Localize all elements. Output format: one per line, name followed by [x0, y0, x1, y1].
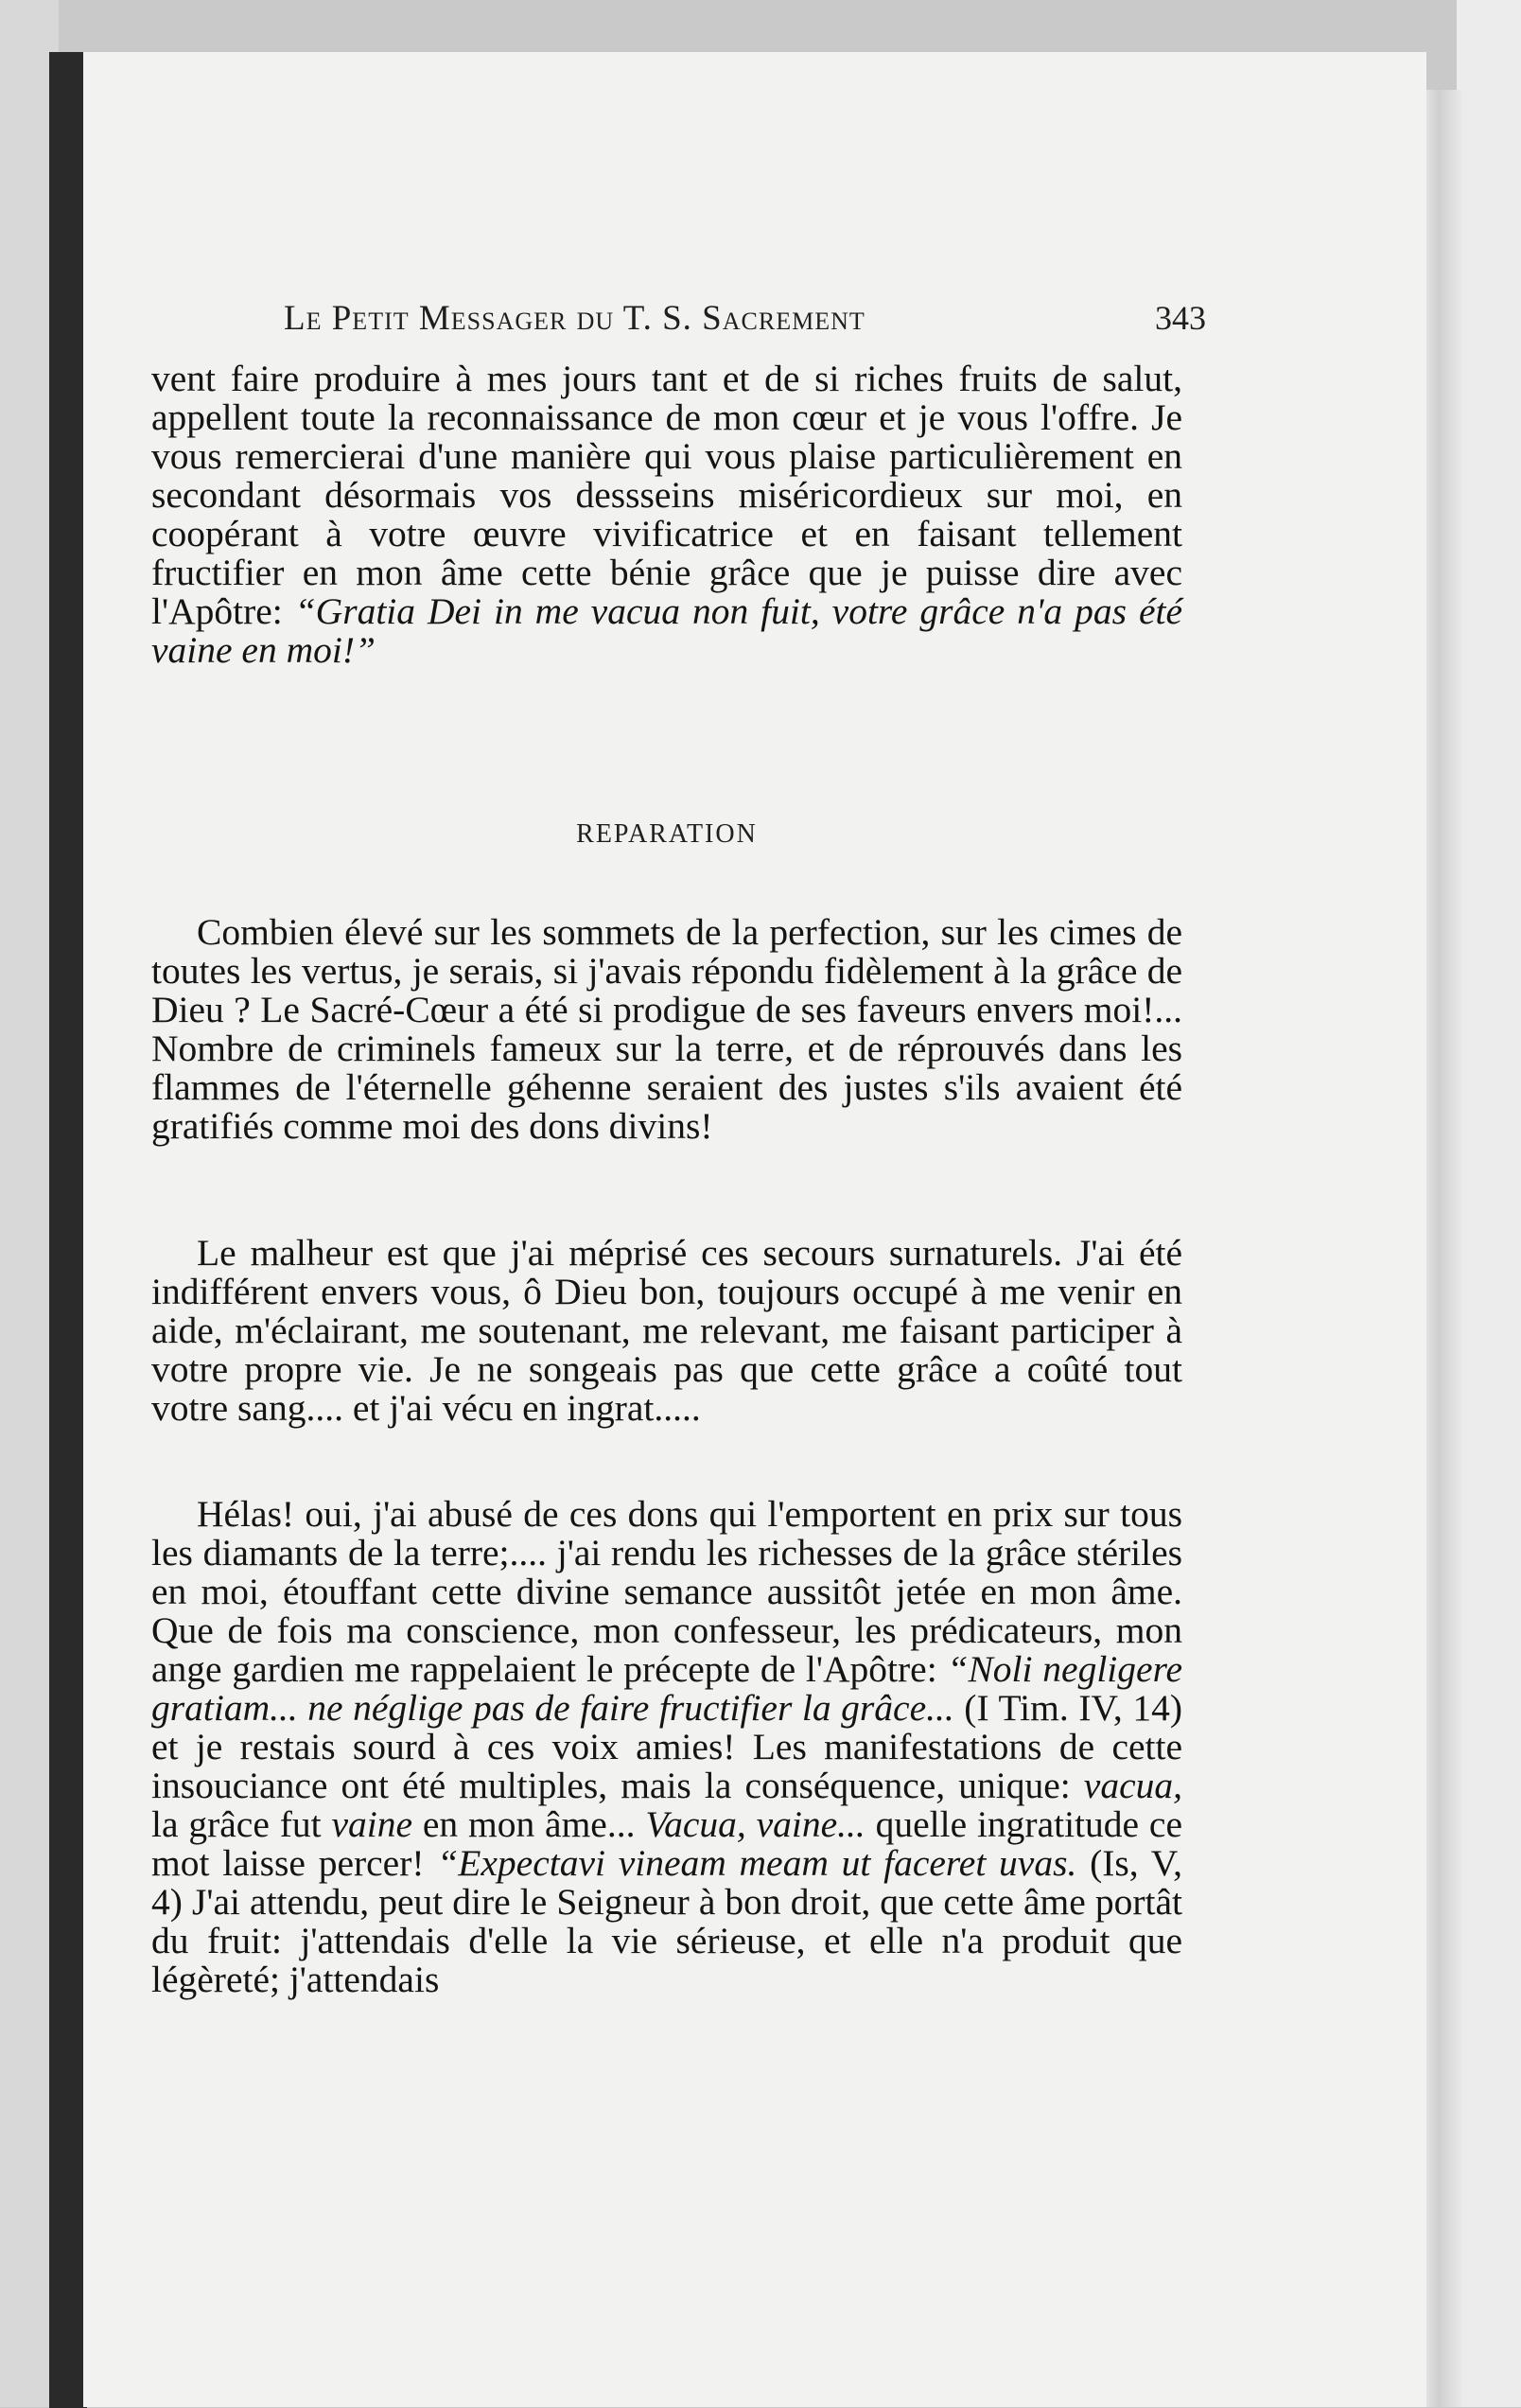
paragraph: Le malheur est que j'ai méprisé ces secours surnaturels. J'ai été indifférent envers vous, ô Dieu bon, toujours occupé à me venir en aide, m'éclairant, me soutenant, me relevant, me faisant participer à votre propre vie. Je ne songeais pas que cette grâce a coûté tout votre sang.... et j'ai vécu en ingrat.....	[151, 1232, 1182, 1429]
running-header: Le Petit Messager du T. S. Sacrement	[284, 299, 865, 338]
italic-quote: “Expectavi vineam meam ut faceret uvas.	[437, 1842, 1077, 1884]
book-spine-shadow	[49, 52, 87, 2408]
scan-frame-right	[1457, 0, 1521, 2407]
italic-quote: “Noli negligere gratiam... ne néglige pas de faire fructifier la grâce...	[151, 1648, 1183, 1729]
italic-word: vacua,	[1083, 1765, 1182, 1806]
paragraph	[151, 1495, 1182, 1999]
italic-word: vaine	[331, 1803, 412, 1845]
section-heading: REPARATION	[576, 819, 758, 849]
paragraph: Combien élevé sur les sommets de la perfection, sur les cimes de toutes les vertus, je serais, si j'avais répondu fidèlement à la grâce de Dieu ? Le Sacré-Cœur a été si prodigue de ses faveurs envers moi!... Nombre de criminels fameux sur la terre, et de réprouvés dans les flammes de l'éternelle géhenne seraient des justes s'ils avaient été gratifiés comme moi des dons divins!	[151, 911, 1182, 1147]
text-run: (I Tim. IV, 14) et je restais sourd à ces voix amies! Les manifestations de cette insouciance ont été multiples, mais la conséquence, unique:	[151, 1687, 1182, 1806]
latin-quote: “Gratia Dei in me vacua non fuit, votre grâce n'a pas été vaine en moi!”	[151, 590, 1182, 671]
paragraph-text: vent faire produire à mes jours tant et de si riches fruits de salut, appellent toute la reconnaissance de mon cœur et je vous l'offre. Je vous remercierai d'une manière qui vous plaise particulièrement en secondant désormais vos dessseins miséricordieux sur moi, en coopérant à votre œuvre vivificatrice et en faisant tellement fructifier en mon âme cette bénie grâce que je puisse dire avec l'Apôtre:	[151, 358, 1182, 632]
page-edge	[1424, 90, 1461, 2407]
italic-word: Vacua, vaine...	[645, 1803, 865, 1845]
page-number: 343	[1155, 299, 1206, 337]
text-run: quelle ingratitude ce mot laisse percer!	[151, 1803, 1182, 1884]
text-run: Hélas! oui, j'ai abusé de ces dons qui l'emportent en prix sur tous les diamants de la terre;.... j'ai rendu les richesses de la grâce stériles en moi, étouffant cette divine semance aussitôt jetée en mon âme. Que de fois ma conscience, mon confesseur, les prédicateurs, mon ange gardien me rappelaient le précepte de l'Apôtre:	[151, 1493, 1182, 1690]
text-run: (Is, V, 4) J'ai attendu, peut dire le Seigneur à bon droit, que cette âme portât du fruit: j'attendais d'elle la vie sérieuse, et elle n'a produit que légèreté; j'attendais	[151, 1842, 1183, 2000]
text-run: la grâce fut	[151, 1803, 332, 1845]
text-run: en mon âme...	[411, 1803, 646, 1845]
paragraph-continuation	[151, 360, 1182, 670]
